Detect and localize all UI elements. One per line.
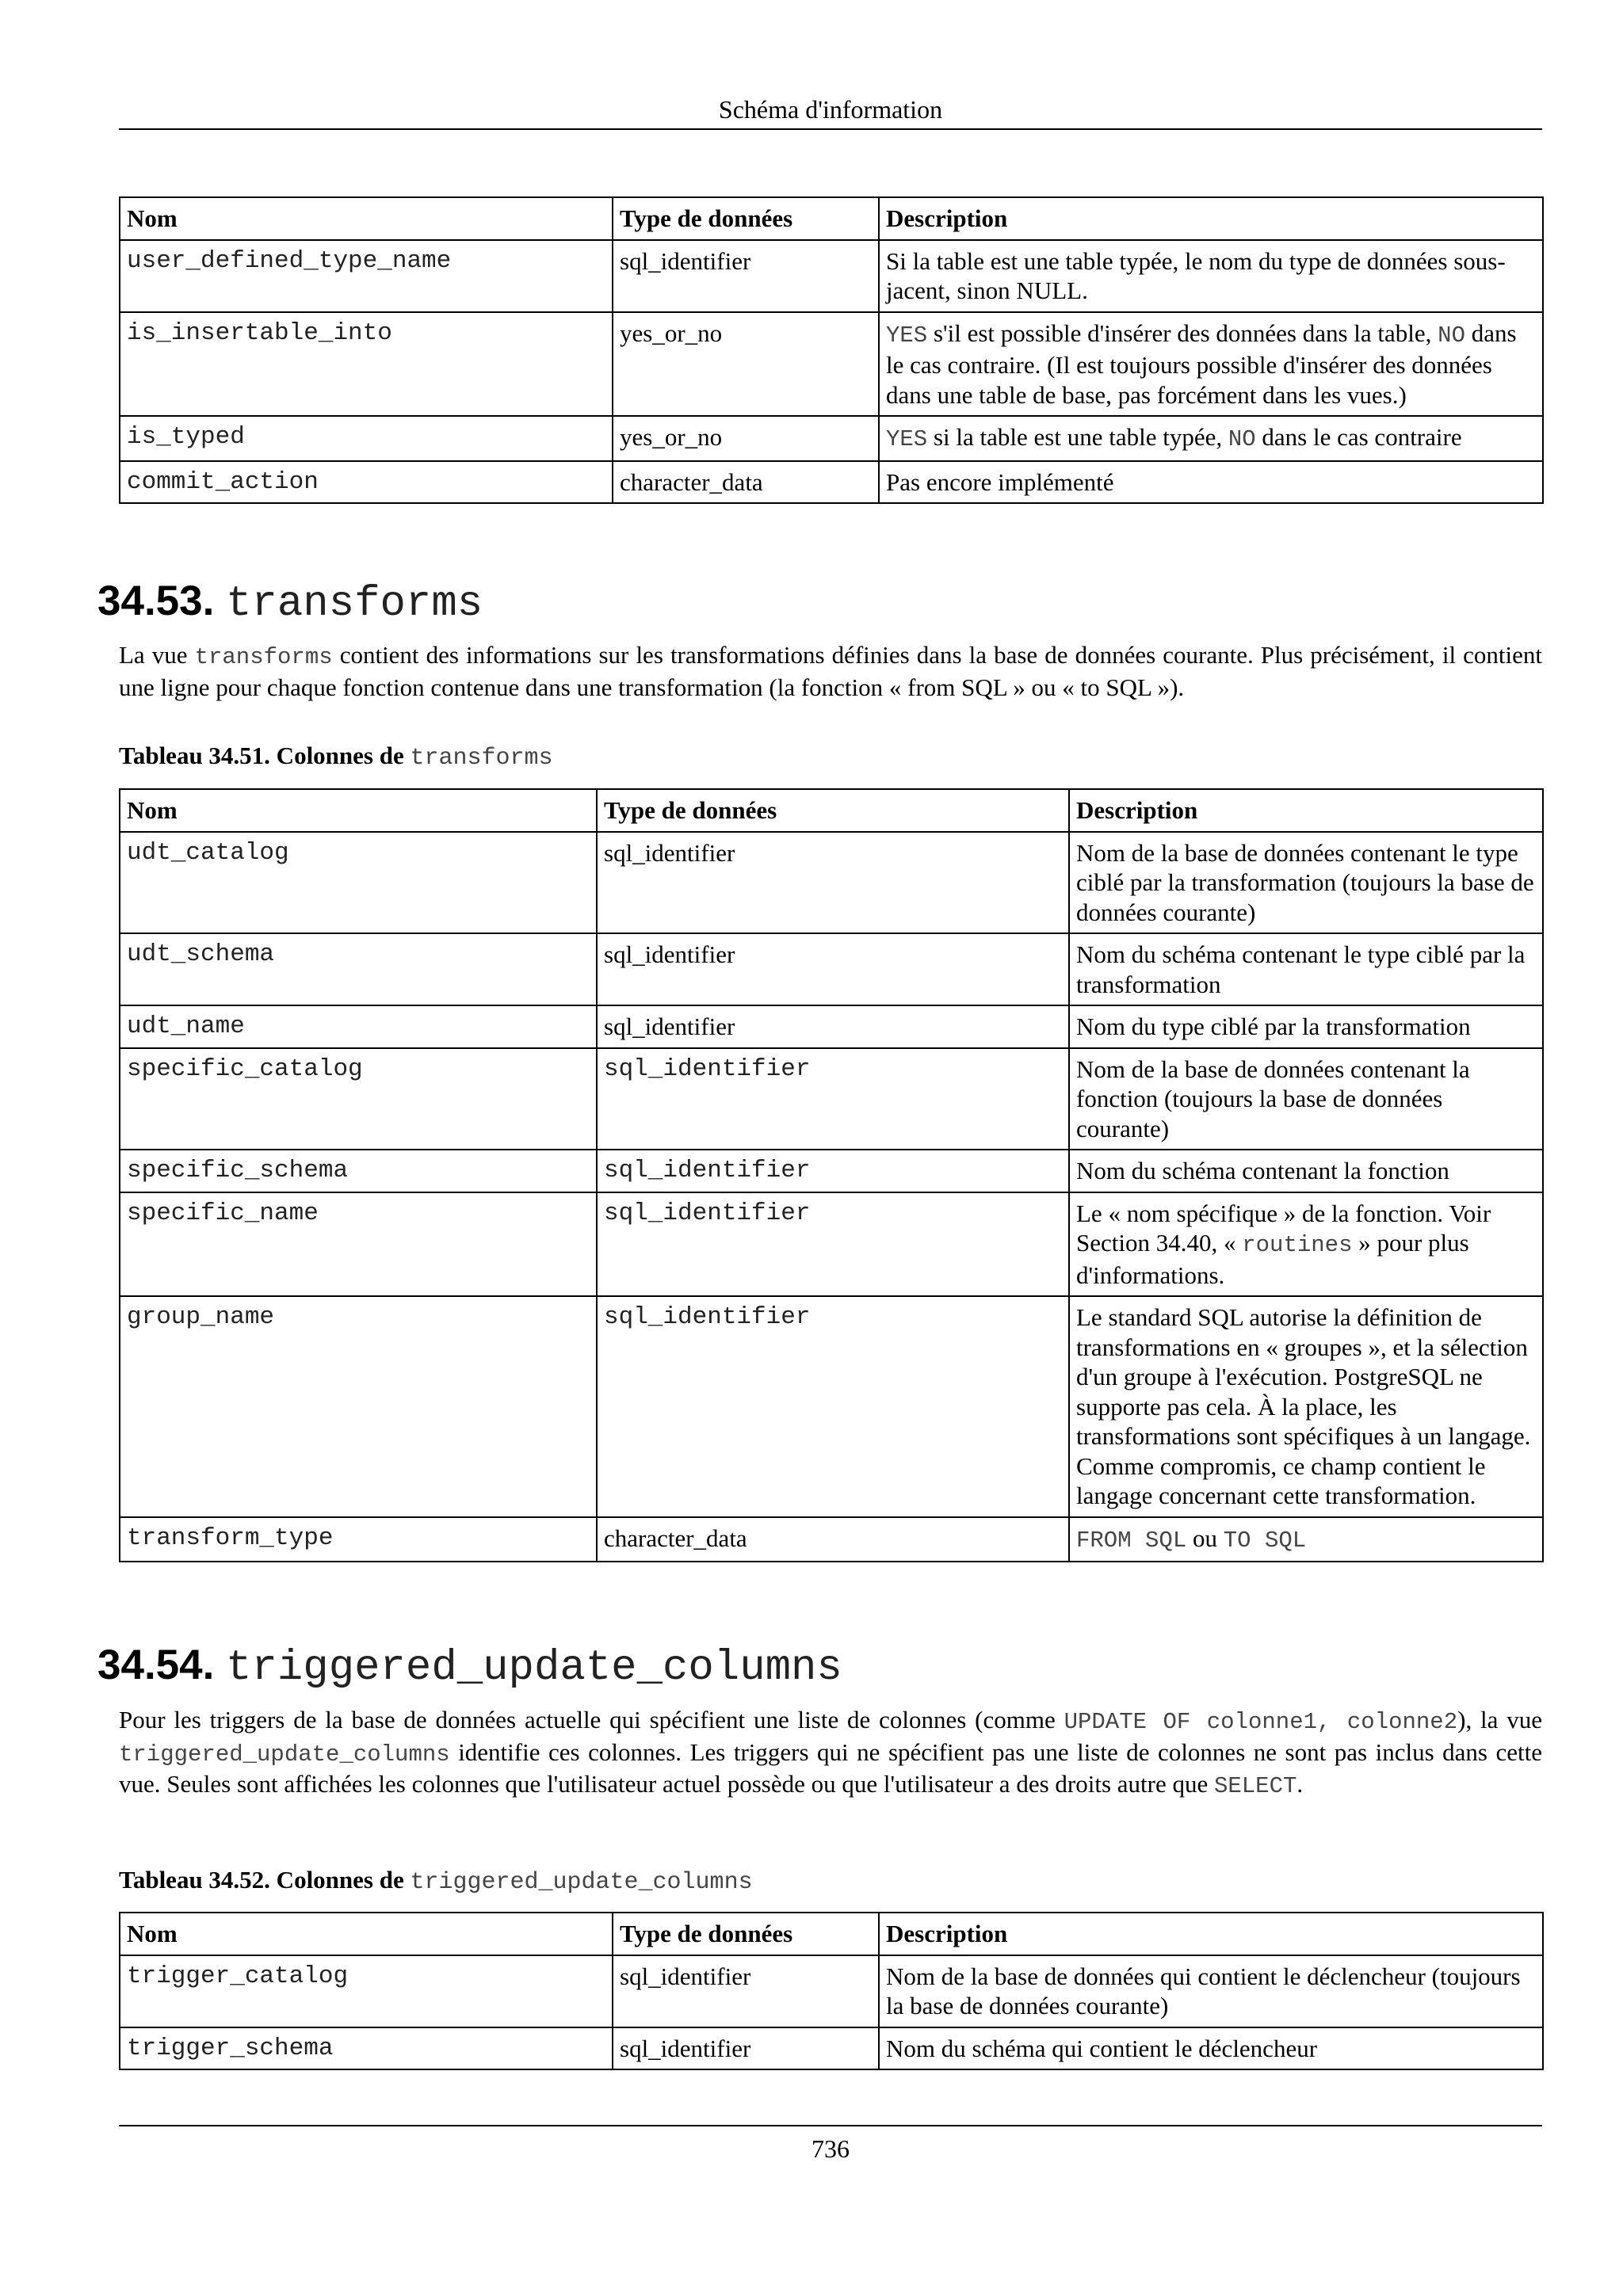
inline-code: TO SQL: [1223, 1527, 1307, 1554]
column-type: sql_identifier: [597, 832, 1069, 934]
inline-code: FROM SQL: [1076, 1527, 1187, 1554]
column-description: Pas encore implémenté: [879, 461, 1543, 504]
inline-code: SELECT: [1213, 1773, 1297, 1799]
table-row: [120, 1005, 1543, 1048]
section-heading-transforms: [97, 576, 483, 630]
inline-code: YES: [886, 426, 928, 452]
column-name: group_name: [120, 1296, 597, 1517]
table-row: [120, 1150, 1543, 1192]
description-text: ou: [1186, 1524, 1224, 1552]
table-header-row: [120, 789, 1543, 832]
table-row: [120, 1048, 1543, 1150]
column-description: [1069, 1192, 1543, 1297]
description-text: dans le cas contraire. (Il est toujours possible d'insérer des données dans une table de base, pas forcément dans les vues.): [886, 318, 1517, 409]
column-header-name: Nom: [120, 789, 597, 832]
inline-code: NO: [1228, 426, 1256, 452]
column-type: sql_identifier: [597, 1005, 1069, 1048]
header-rule: [119, 128, 1542, 130]
caption-label: Tableau 34.51. Colonnes de: [119, 742, 411, 769]
column-name: user_defined_type_name: [120, 240, 613, 312]
inline-code: routines: [1242, 1232, 1353, 1258]
description-text: si la table est une table typée,: [927, 423, 1228, 451]
column-header-type: Type de données: [597, 789, 1069, 832]
column-description: Nom du type ciblé par la transformation: [1069, 1005, 1543, 1048]
paragraph-text: La vue: [119, 641, 195, 669]
paragraph-text: Pour les triggers de la base de données actuelle qui spécifient une liste de colonnes (comme: [119, 1706, 1064, 1733]
column-type: yes_or_no: [613, 312, 879, 417]
table-header-row: [120, 197, 1543, 240]
column-description: Le standard SQL autorise la définition de transformations en « groupes », et la sélection d'un groupe à l'exécution. PostgreSQL ne supporte pas cela. À la place, les transformations sont spécifiques à un langage. Comme compromis, ce champ contient le langage concernant cette transformation.: [1069, 1296, 1543, 1517]
description-text: dans le cas contraire: [1255, 423, 1462, 451]
caption-label: Tableau 34.52. Colonnes de: [119, 1866, 411, 1894]
column-type: sql_identifier: [613, 240, 879, 312]
caption-code: triggered_update_columns: [410, 1869, 753, 1896]
column-name: is_insertable_into: [120, 312, 613, 417]
column-name: udt_catalog: [120, 832, 597, 934]
column-type: sql_identifier: [597, 1048, 1069, 1150]
table-caption-triggered-update-columns: [119, 1865, 753, 1897]
table-row: [120, 2027, 1543, 2070]
paragraph-text: identifie ces colonnes. Les triggers qui ne spécifient pas une liste de colonnes ne sont pas inclus dans cette vue. Seules sont affichées les colonnes que l'utilisateur actuel possède ou que l'utilisateur a des droits autre que: [119, 1737, 1542, 1798]
inline-code: YES: [886, 322, 928, 349]
description-text: » pour plus d'informations.: [1076, 1229, 1469, 1289]
column-description: Nom du schéma contenant le type ciblé par la transformation: [1069, 933, 1543, 1005]
table-row: [120, 1517, 1543, 1562]
column-name: specific_catalog: [120, 1048, 597, 1150]
table-row: [120, 312, 1543, 417]
column-name: trigger_catalog: [120, 1955, 613, 2027]
column-header-description: Description: [1069, 789, 1543, 832]
column-name: transform_type: [120, 1517, 597, 1562]
paragraph-text: contient des informations sur les transformations définies dans la base de données courante. Plus précisément, il contient une ligne pour chaque fonction contenue dans une transformation (la fonction « from SQL » ou « to SQL »).: [119, 641, 1542, 701]
table-row: [120, 416, 1543, 461]
inline-code: UPDATE OF colonne1, colonne2: [1064, 1709, 1458, 1735]
column-header-description: Description: [879, 1913, 1543, 1955]
column-name: trigger_schema: [120, 2027, 613, 2070]
section-name: triggered_update_columns: [226, 1644, 842, 1692]
description-text: s'il est possible d'insérer des données dans la table,: [927, 318, 1438, 347]
column-description: Si la table est une table typée, le nom du type de données sous-jacent, sinon NULL.: [879, 240, 1543, 312]
column-description: [1069, 1517, 1543, 1562]
column-type: sql_identifier: [613, 2027, 879, 2070]
column-description: Nom de la base de données contenant le type ciblé par la transformation (toujours la base de données courante): [1069, 832, 1543, 934]
inline-code: transforms: [194, 644, 333, 670]
column-type: sql_identifier: [597, 933, 1069, 1005]
column-header-name: Nom: [120, 197, 613, 240]
column-type: sql_identifier: [597, 1150, 1069, 1192]
column-header-name: Nom: [120, 1913, 613, 1955]
running-header: Schéma d'information: [718, 95, 943, 124]
column-description: Nom de la base de données contenant la fonction (toujours la base de données courante): [1069, 1048, 1543, 1150]
column-type: sql_identifier: [597, 1192, 1069, 1297]
column-type: yes_or_no: [613, 416, 879, 461]
transforms-intro-paragraph: [119, 640, 1542, 702]
column-type: character_data: [613, 461, 879, 504]
table-row: [120, 933, 1543, 1005]
column-description: Nom du schéma contenant la fonction: [1069, 1150, 1543, 1192]
description-text: Le « nom spécifique » de la fonction. Voir Section 34.40, «: [1076, 1199, 1491, 1257]
table-header-row: [120, 1913, 1543, 1955]
tables-columns-table-continued: [119, 196, 1544, 504]
table-row: [120, 461, 1543, 504]
inline-code: triggered_update_columns: [119, 1741, 450, 1768]
column-name: is_typed: [120, 416, 613, 461]
paragraph-text: .: [1296, 1770, 1304, 1798]
section-number: 34.54.: [97, 1642, 215, 1688]
paragraph-text: ), la vue: [1457, 1706, 1543, 1733]
column-type: character_data: [597, 1517, 1069, 1562]
column-header-type: Type de données: [613, 197, 879, 240]
column-name: udt_schema: [120, 933, 597, 1005]
section-name: transforms: [226, 580, 483, 628]
column-description: [879, 312, 1543, 417]
triggered-intro-paragraph: [119, 1705, 1542, 1802]
table-row: [120, 1192, 1543, 1297]
table-row: [120, 1296, 1543, 1517]
section-number: 34.53.: [97, 578, 215, 624]
footer-rule: [119, 2125, 1542, 2126]
table-row: [120, 832, 1543, 934]
column-header-description: Description: [879, 197, 1543, 240]
page-number: 736: [812, 2134, 850, 2163]
transforms-columns-table: [119, 788, 1544, 1562]
table-caption-transforms: [119, 741, 553, 773]
column-type: sql_identifier: [613, 1955, 879, 2027]
table-row: [120, 1955, 1543, 2027]
column-header-type: Type de données: [613, 1913, 879, 1955]
section-heading-triggered-update-columns: [97, 1640, 842, 1694]
column-name: udt_name: [120, 1005, 597, 1048]
column-name: specific_name: [120, 1192, 597, 1297]
column-name: specific_schema: [120, 1150, 597, 1192]
table-row: [120, 240, 1543, 312]
column-description: Nom de la base de données qui contient le déclencheur (toujours la base de données courante): [879, 1955, 1543, 2027]
column-description: [879, 416, 1543, 461]
triggered-update-columns-table: [119, 1912, 1544, 2070]
column-description: Nom du schéma qui contient le déclencheur: [879, 2027, 1543, 2070]
column-type: sql_identifier: [597, 1296, 1069, 1517]
caption-code: transforms: [410, 745, 553, 772]
inline-code: NO: [1438, 322, 1465, 349]
column-name: commit_action: [120, 461, 613, 504]
